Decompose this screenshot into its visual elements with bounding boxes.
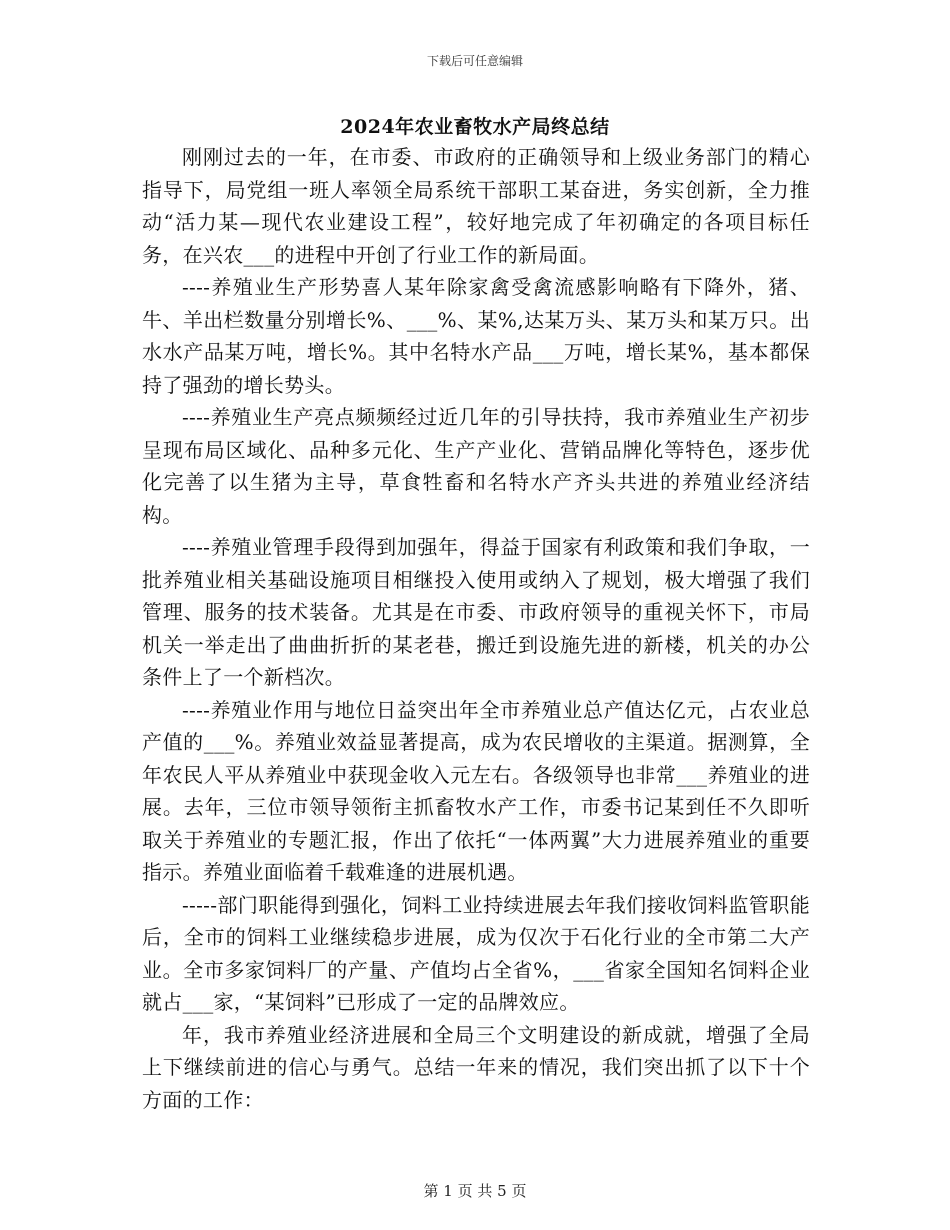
paragraph-management: ----养殖业管理手段得到加强年，得益于国家有利政策和我们争取，一批养殖业相关基础设施项目相继投入使用或纳入了规划，极大增强了我们管理、服务的技术装备。尤其是在市委、市政府领导的重视关怀下，市局机关一举走出了曲曲折折的某老巷，搬迁到设施先进的新楼，机关的办公条件上了一个新档次。 xyxy=(142,535,810,689)
document-body xyxy=(142,141,810,1116)
paragraph-breeding-situation: ----养殖业生产形势喜人某年除家禽受禽流感影响略有下降外，猪、牛、羊出栏数量分别增长%、___%、某%,达某万头、某万头和某万只。出水水产品某万吨，增长%。其中名特水产品___万吨，增长某%，基本都保持了强劲的增长势头。 xyxy=(142,275,810,397)
page-header-note: 下载后可任意编辑 xyxy=(426,54,523,68)
paragraph-role-status: ----养殖业作用与地位日益突出年全市养殖业总产值达亿元，占农业总产值的___%。养殖业效益显著提高，成为农民增收的主渠道。据测算，全年农民人平从养殖业中获现金收入元左右。各级领导也非常___养殖业的进展。去年，三位市领导领衔主抓畜牧水产工作，市委书记某到任不久即听取关于养殖业的专题汇报，作出了依托“一体两翼”大力进展养殖业的重要指示。养殖业面临着千载难逢的进展机遇。 xyxy=(142,697,810,884)
paragraph-breeding-highlights: ----养殖业生产亮点频频经过近几年的引导扶持，我市养殖业生产初步呈现布局区域化、品种多元化、生产产业化、营销品牌化等特色，逐步优化完善了以生猪为主导，草食牲畜和名特水产齐头共进的养殖业经济结构。 xyxy=(142,405,810,527)
document-title: 2024年农业畜牧水产局终总结 xyxy=(340,116,610,138)
paragraph-feed-industry: -----部门职能得到强化，饲料工业持续进展去年我们接收饲料监管职能后，全市的饲料工业继续稳步进展，成为仅次于石化行业的全市第二大产业。全市多家饲料厂的产量、产值均占全省%，___省家全国知名饲料企业就占___家，“某饲料”已形成了一定的品牌效应。 xyxy=(142,892,810,1014)
page-number: 第 1 页 共 5 页 xyxy=(423,1182,527,1200)
paragraph-summary: 年，我市养殖业经济进展和全局三个文明建设的新成就，增强了全局上下继续前进的信心与勇气。总结一年来的情况，我们突出抓了以下十个方面的工作： xyxy=(142,1022,810,1112)
paragraph-intro: 刚刚过去的一年，在市委、市政府的正确领导和上级业务部门的精心指导下，局党组一班人率领全局系统干部职工某奋进，务实创新，全力推动“活力某—现代农业建设工程”，较好地完成了年初确定的各项目标任务，在兴农___的进程中开创了行业工作的新局面。 xyxy=(142,145,810,267)
